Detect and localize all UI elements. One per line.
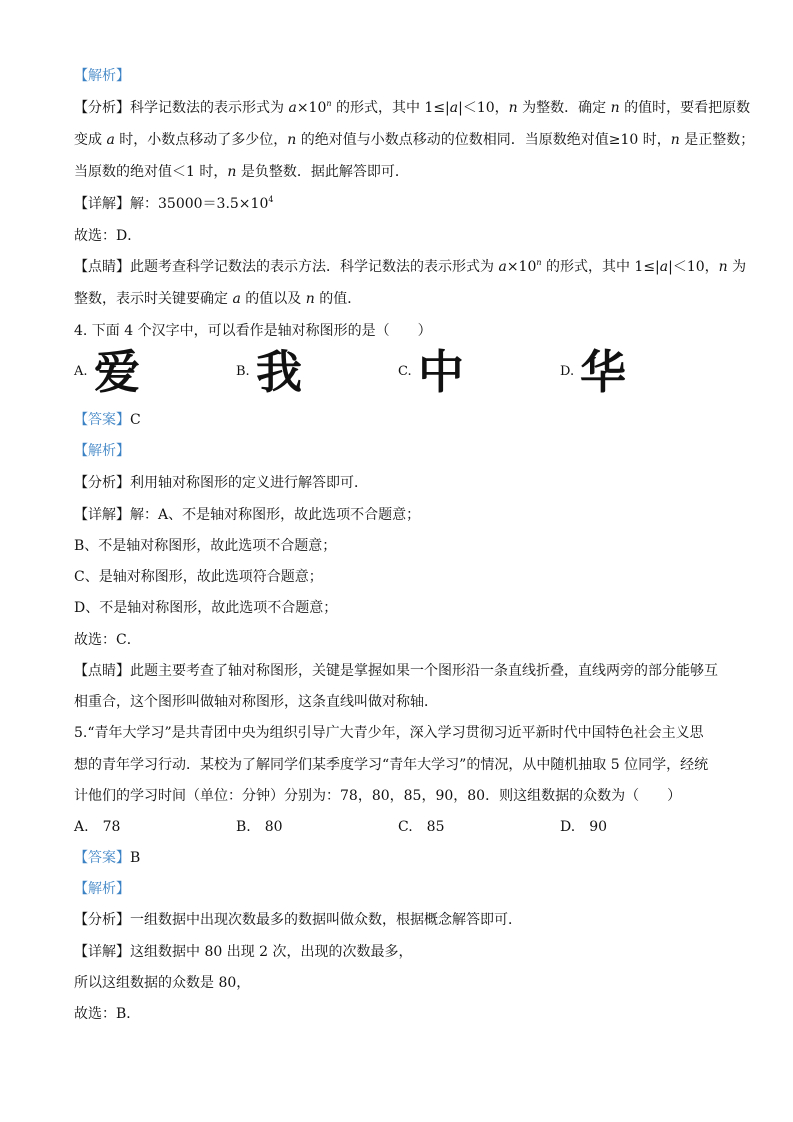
- fenxi-tag: 【分析】: [74, 100, 130, 116]
- var-n: n: [508, 100, 518, 116]
- question-text: 4. 下面 4 个汉字中，可以看作是轴对称图形的是（ ）: [74, 323, 432, 339]
- text: 这组数据中 80 出现 2 次，出现的次数最多，: [130, 944, 413, 960]
- text: 的形式，其中 1≤|: [541, 259, 660, 275]
- option-character: 我: [256, 345, 302, 399]
- daan-tag: 【答案】: [74, 412, 130, 428]
- q3-xiangjie: [74, 194, 724, 214]
- q4-line-b: [74, 536, 724, 556]
- answer-value: B: [130, 850, 141, 866]
- q3-jiexi-heading: [74, 66, 724, 86]
- text: 变成: [74, 132, 107, 148]
- question-text: 计他们的学习时间（单位：分钟）分别为：78，80，85，90，80．则这组数据的众数为（ ）: [74, 788, 682, 804]
- text: 故选：B．: [74, 1006, 141, 1022]
- text: 科学记数法的表示形式为: [130, 100, 289, 116]
- text: |＜10，: [458, 100, 509, 116]
- text: 为: [727, 259, 747, 275]
- q5-stem-line2: [74, 755, 724, 775]
- exp-n: n: [536, 258, 542, 267]
- var-n: n: [305, 291, 315, 307]
- text: 的值．: [314, 291, 362, 307]
- q5-guxuan: [74, 1004, 724, 1024]
- text: 的值以及: [240, 291, 306, 307]
- jiexi-tag: 【解析】: [74, 443, 130, 459]
- text: 时，小数点移动了多少位，: [114, 132, 288, 148]
- text: 所以这组数据的众数是 80，: [74, 975, 251, 991]
- q3-dianjing-line1: [74, 257, 747, 277]
- q5-fenxi: [74, 910, 724, 930]
- option-letter: A.: [74, 364, 88, 379]
- option-c: [398, 817, 445, 837]
- text: 故选：D．: [74, 228, 142, 244]
- text: 整数，表示时关键要确定: [74, 291, 233, 307]
- answer-value: C: [130, 412, 141, 428]
- q5-answer: [74, 848, 724, 868]
- text: 利用轴对称图形的定义进行解答即可．: [130, 475, 368, 491]
- question-text: 5.“青年大学习”是共青团中央为组织引导广大青少年，深入学习贯彻习近平新时代中国特色社会主义思: [74, 725, 704, 741]
- option-character: 中: [418, 345, 464, 399]
- jiexi-tag: 【解析】: [74, 68, 130, 84]
- option-letter: D.: [560, 819, 576, 835]
- text: 的值时，要看把原数: [619, 100, 751, 116]
- text: B、不是轴对称图形，故此选项不合题意；: [74, 538, 337, 554]
- fenxi-tag: 【分析】: [74, 475, 130, 491]
- text: 的绝对值与小数点移动的位数相同．当原数绝对值≥10 时，: [296, 132, 671, 148]
- q4-dianjing-line1: [74, 661, 724, 681]
- var-a: a: [232, 291, 241, 307]
- q4-line-c: [74, 567, 724, 587]
- option-value: 90: [589, 819, 608, 835]
- daan-tag: 【答案】: [74, 850, 130, 866]
- q4-line-d: [74, 598, 724, 618]
- text: 此题考查科学记数法的表示方法．科学记数法的表示形式为: [130, 259, 499, 275]
- jiexi-tag: 【解析】: [74, 881, 130, 897]
- var-a: a: [498, 259, 507, 275]
- var-n: n: [287, 132, 297, 148]
- question-text: 想的青年学习行动．某校为了解同学们某季度学习“青年大学习”的情况，从中随机抽取 5 位同学，经统: [74, 757, 709, 773]
- dianjing-tag: 【点睛】: [74, 663, 130, 679]
- exp-n: n: [326, 99, 332, 108]
- exp-4: 4: [268, 195, 274, 204]
- q3-guxuan: [74, 226, 724, 246]
- text: 此题主要考查了轴对称图形，关键是掌握如果一个图形沿一条直线折叠，直线两旁的部分能够互: [130, 663, 718, 679]
- xiangjie-tag: 【详解】: [74, 507, 130, 523]
- var-n: n: [718, 259, 728, 275]
- option-letter: B.: [236, 819, 251, 835]
- text: 为整数．确定: [517, 100, 611, 116]
- text: 当原数的绝对值＜1 时，: [74, 164, 228, 180]
- text: 的形式，其中 1≤|: [331, 100, 450, 116]
- option-letter: B.: [236, 364, 250, 379]
- var-n: n: [227, 164, 237, 180]
- text: 故选：C．: [74, 632, 141, 648]
- q4-stem: [74, 321, 724, 341]
- q4-guxuan: [74, 630, 724, 650]
- q4-answer: [74, 410, 724, 430]
- q4-dianjing-line2: [74, 692, 724, 712]
- text: ×10: [296, 100, 327, 116]
- var-a: a: [288, 100, 297, 116]
- q3-fenxi-line2: [74, 130, 755, 150]
- q5-stem-line3: [74, 786, 724, 806]
- text: C、是轴对称图形，故此选项符合题意；: [74, 569, 323, 585]
- var-a: a: [659, 259, 669, 275]
- q4-fenxi: [74, 473, 724, 493]
- q3-fenxi-line3: [74, 162, 724, 182]
- option-value: 78: [102, 819, 121, 835]
- q3-dianjing-line2: [74, 289, 724, 309]
- option-letter: D.: [560, 364, 575, 379]
- option-b: [236, 817, 283, 837]
- option-a: [74, 817, 120, 837]
- q4-jiexi-heading: [74, 441, 724, 461]
- q3-fenxi-line1: [74, 98, 751, 118]
- dianjing-tag: 【点睛】: [74, 259, 130, 275]
- var-a: a: [106, 132, 115, 148]
- option-character: 华: [580, 345, 626, 399]
- var-n: n: [670, 132, 680, 148]
- q5-stem-line1: [74, 723, 724, 743]
- var-n: n: [610, 100, 620, 116]
- text: 是负整数．据此解答即可．: [236, 164, 409, 180]
- q5-line2: [74, 973, 724, 993]
- q4-xiangjie: [74, 505, 724, 525]
- var-a: a: [449, 100, 459, 116]
- text: 相重合，这个图形叫做轴对称图形，这条直线叫做对称轴．: [74, 694, 438, 710]
- option-character: 爱: [94, 345, 140, 399]
- xiangjie-tag: 【详解】: [74, 196, 130, 212]
- q5-options: [74, 817, 724, 837]
- option-letter: A.: [74, 819, 89, 835]
- q5-jiexi-heading: [74, 879, 724, 899]
- text: 解：35000＝3.5×10: [130, 196, 269, 212]
- option-letter: C.: [398, 364, 412, 379]
- xiangjie-tag: 【详解】: [74, 944, 130, 960]
- option-letter: C.: [398, 819, 413, 835]
- option-value: 80: [264, 819, 283, 835]
- q4-options: [74, 344, 724, 404]
- text: 一组数据中出现次数最多的数据叫做众数，根据概念解答即可．: [130, 912, 522, 928]
- option-d: [560, 817, 607, 837]
- text: 是正整数；: [679, 132, 755, 148]
- text: D、不是轴对称图形，故此选项不合题意；: [74, 600, 338, 616]
- option-value: 85: [426, 819, 445, 835]
- text: 解：A、不是轴对称图形，故此选项不合题意；: [130, 507, 421, 523]
- fenxi-tag: 【分析】: [74, 912, 130, 928]
- text: ×10: [506, 259, 537, 275]
- q5-xiangjie: [74, 942, 724, 962]
- text: |＜10，: [668, 259, 719, 275]
